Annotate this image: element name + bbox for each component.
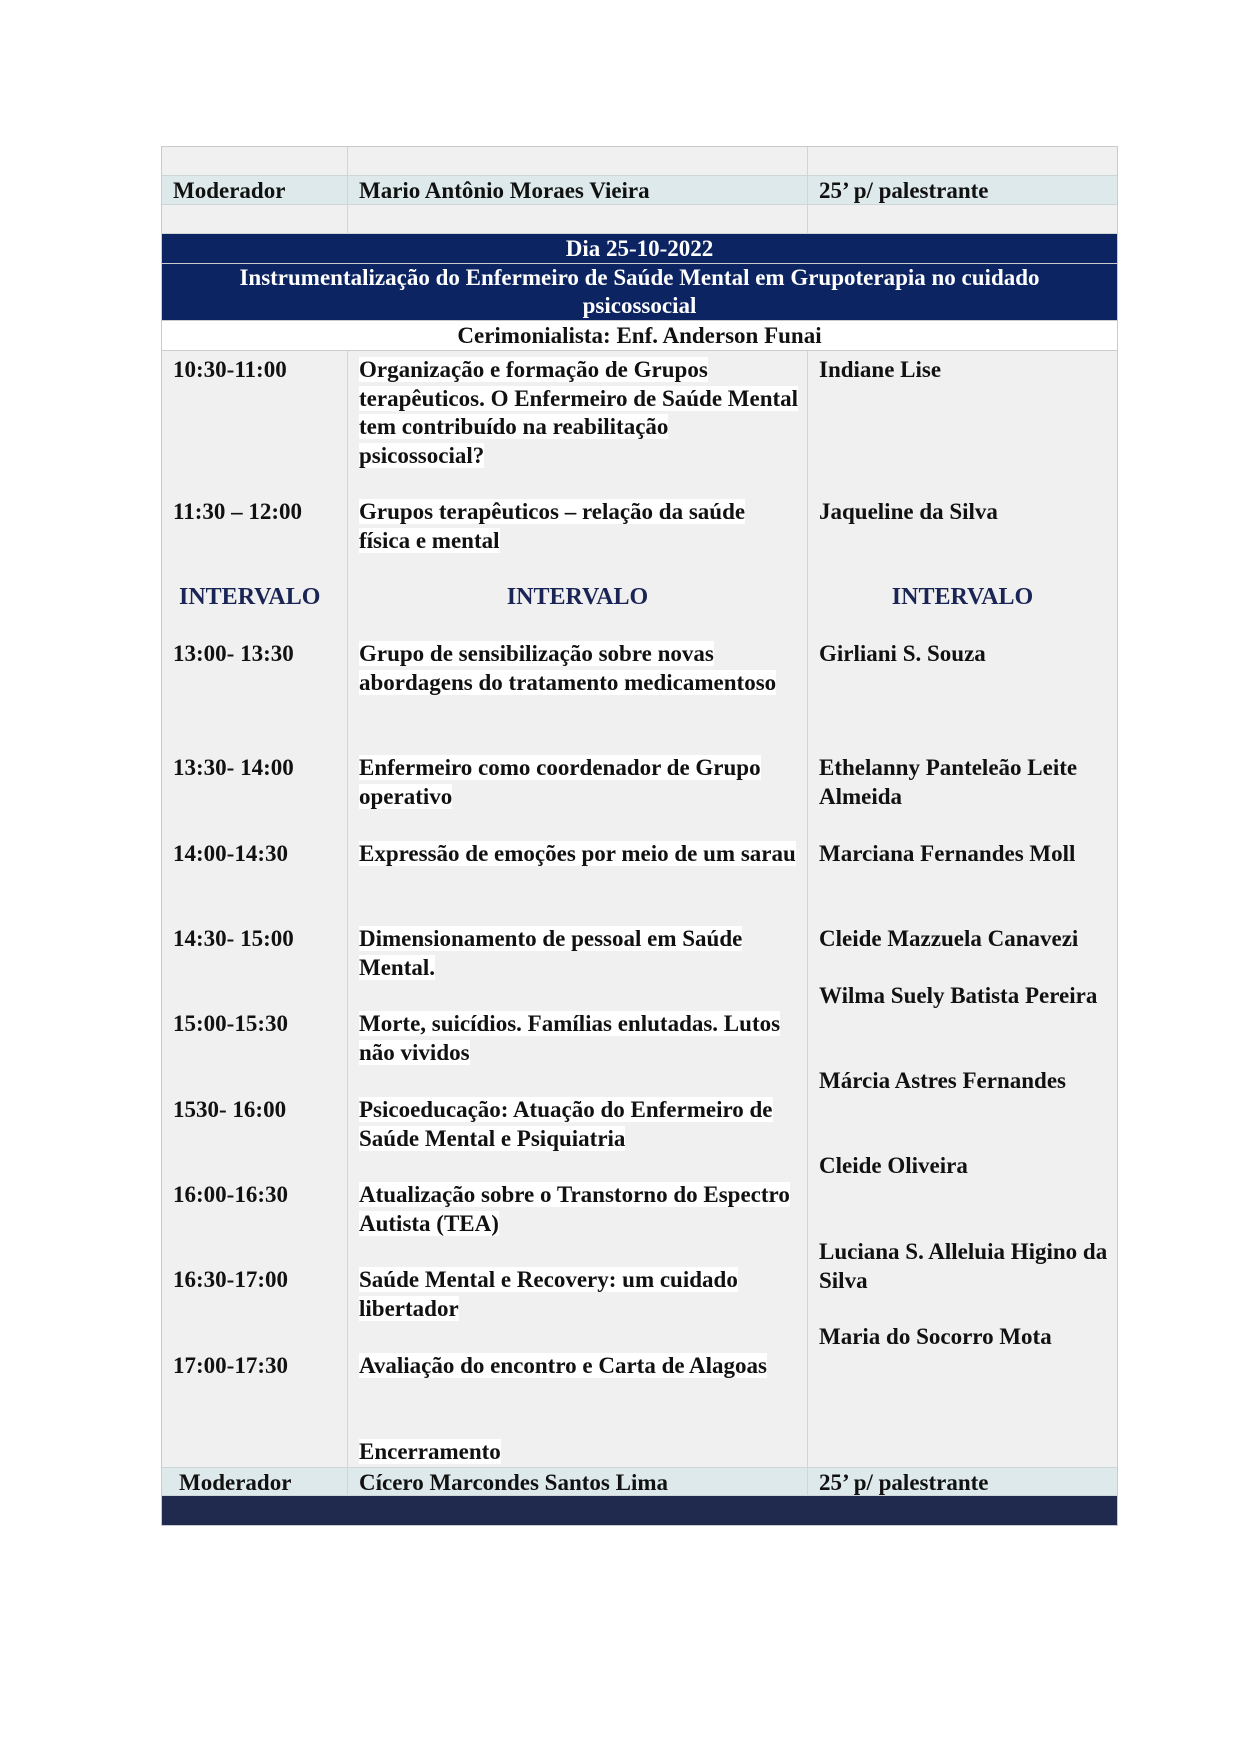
schedule-table (161, 146, 1118, 1526)
moderator-name: Cícero Marcondes Santos Lima (348, 1468, 808, 1495)
speaker: Cleide Mazzuela Canavezi (819, 926, 1079, 951)
time-slot: 13:30- 14:00 (173, 755, 294, 780)
day-date: Dia 25-10-2022 (162, 234, 1117, 264)
topic: Saúde Mental e Recovery: um cuidado libertador (359, 1267, 738, 1321)
time-slot: 10:30-11:00 (173, 357, 287, 382)
time-slot: 16:00-16:30 (173, 1182, 288, 1207)
time-slot: 16:30-17:00 (173, 1267, 288, 1292)
topic-column (348, 351, 808, 1467)
time-column (162, 351, 348, 1467)
moderator-label: Moderador (162, 1468, 348, 1495)
topic: Morte, suicídios. Famílias enlutadas. Lutos não vividos (359, 1011, 781, 1065)
speaker: Wilma Suely Batista Pereira (819, 983, 1098, 1008)
interval-label: INTERVALO (179, 584, 321, 610)
schedule-body (162, 351, 1117, 1467)
moderator-label: Moderador (162, 176, 348, 204)
speaker: Marciana Fernandes Moll (819, 841, 1076, 866)
moderator-time: 25’ p/ palestrante (819, 178, 989, 203)
moderator-row (162, 176, 1117, 205)
speaker: Girliani S. Souza (819, 641, 986, 666)
time-slot: 17:00-17:30 (173, 1353, 288, 1378)
speaker: Indiane Lise (819, 357, 942, 382)
speaker: Márcia Astres Fernandes (819, 1068, 1067, 1093)
time-slot: 15:00-15:30 (173, 1011, 288, 1036)
speaker: Maria do Socorro Mota (819, 1324, 1052, 1349)
topic: Enfermeiro como coordenador de Grupo operativo (359, 755, 761, 809)
topic: Avaliação do encontro e Carta de Alagoas (359, 1353, 768, 1378)
interval-label: INTERVALO (891, 584, 1034, 610)
speaker: Luciana S. Alleluia Higino da Silva (819, 1239, 1108, 1293)
topic: Psicoeducação: Atuação do Enfermeiro de Saúde Mental e Psiquiatria (359, 1097, 773, 1151)
time-slot: 14:30- 15:00 (173, 926, 294, 951)
topic: Organização e formação de Grupos terapêuticos. O Enfermeiro de Saúde Mental tem contribuído na reabilitação psicossocial? (359, 357, 799, 468)
speaker: Ethelanny Panteleão Leite Almeida (819, 755, 1078, 809)
interval-label: INTERVALO (506, 584, 649, 610)
speaker: Jaqueline da Silva (819, 499, 998, 524)
empty-row (162, 147, 1117, 176)
empty-row (162, 205, 1117, 234)
moderator-row-bottom (162, 1467, 1117, 1496)
moderator-name: Mario Antônio Moraes Vieira (348, 176, 808, 204)
time-slot: 1530- 16:00 (173, 1097, 287, 1122)
ceremonialist: Cerimonialista: Enf. Anderson Funai (162, 321, 1117, 351)
topic: Dimensionamento de pessoal em Saúde Mental. (359, 926, 743, 980)
day-theme: Instrumentalização do Enfermeiro de Saúde Mental em Grupoterapia no cuidado psicossocial (162, 264, 1117, 321)
time-slot: 14:00-14:30 (173, 841, 288, 866)
speaker-column (808, 351, 1117, 1467)
topic: Grupo de sensibilização sobre novas abordagens do tratamento medicamentoso (359, 641, 777, 695)
bottom-bar (162, 1496, 1117, 1525)
closing-label: Encerramento (359, 1439, 501, 1464)
topic: Atualização sobre o Transtorno do Espectro Autista (TEA) (359, 1182, 790, 1236)
speaker: Cleide Oliveira (819, 1153, 968, 1178)
time-slot: 13:00- 13:30 (173, 641, 294, 666)
time-slot: 11:30 – 12:00 (173, 499, 303, 524)
topic: Grupos terapêuticos – relação da saúde física e mental (359, 499, 746, 553)
moderator-time: 25’ p/ palestrante (819, 1470, 989, 1495)
topic: Expressão de emoções por meio de um sarau (359, 841, 796, 866)
